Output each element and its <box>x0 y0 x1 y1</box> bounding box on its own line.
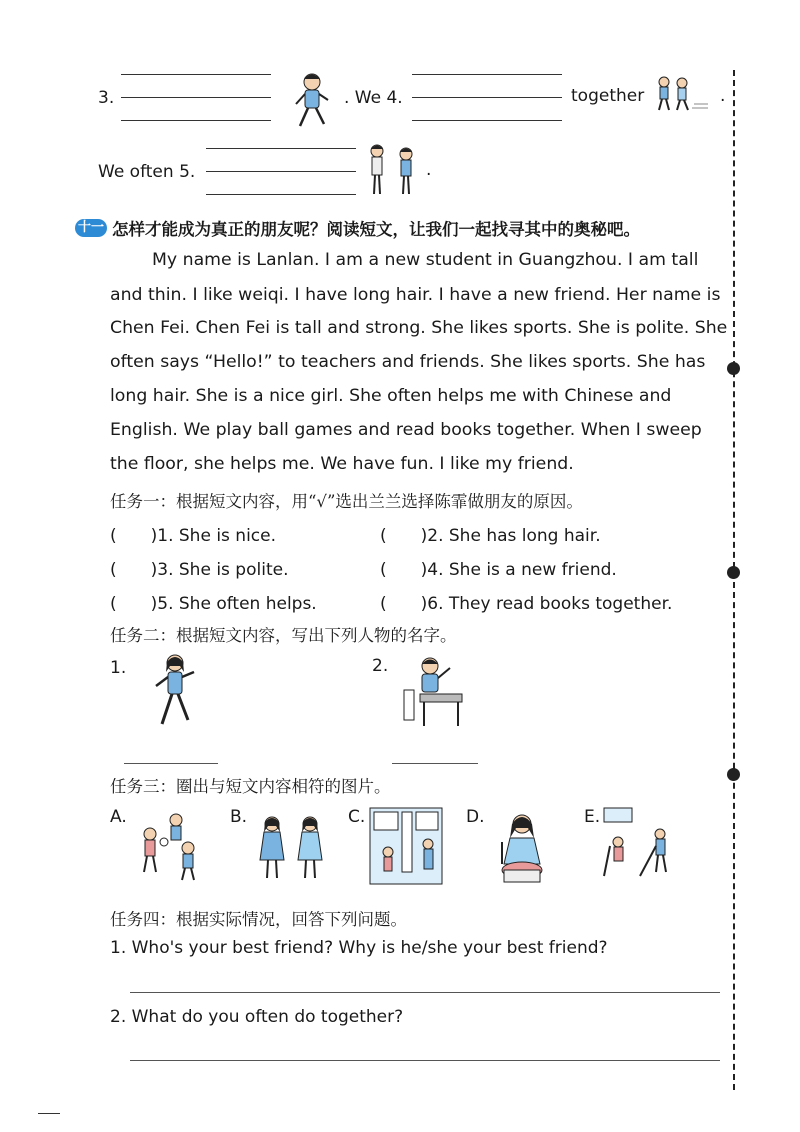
task3-option-e: E. <box>584 807 601 827</box>
girl-playing-weiqi-picture <box>400 652 470 732</box>
blank-3-line-a <box>121 74 271 75</box>
task4-question-2: 2. What do you often do together? <box>110 1007 404 1027</box>
two-girls-talking-picture[interactable] <box>252 810 332 884</box>
task3-option-a: A. <box>110 807 127 827</box>
blank-4-line-a <box>412 74 562 75</box>
task1-item-2: ( )2. She has long hair. <box>380 526 601 546</box>
together-word: together <box>571 86 645 106</box>
section-number-badge: 十一 <box>75 219 107 237</box>
kids-playing-picture <box>650 74 710 114</box>
blank-3-line-c <box>121 120 271 121</box>
blank-5-line-a <box>206 148 356 149</box>
school-door-picture[interactable] <box>368 806 444 886</box>
task4-answer-line-1[interactable] <box>130 992 720 993</box>
boy-playing-ball-picture <box>288 70 336 132</box>
task2-answer-line-1[interactable] <box>124 763 218 764</box>
side-marker-dot-1 <box>727 362 740 375</box>
running-girl-picture <box>150 652 200 730</box>
blank-3-line-b <box>121 97 271 98</box>
woman-cooking-picture[interactable] <box>494 808 550 888</box>
two-kids-talking-picture <box>362 142 422 198</box>
side-marker-dot-2 <box>727 566 740 579</box>
task1-item-1: ( )1. She is nice. <box>110 526 277 546</box>
period-after-together: . <box>720 86 726 106</box>
passage-line-5: long hair. She is a nice girl. She often helps me with Chinese and <box>110 386 672 406</box>
task2-label-1: 1. <box>110 658 127 678</box>
blank-4-line-b <box>412 97 562 98</box>
task2-label-2: 2. <box>372 656 389 676</box>
task1-item-5: ( )5. She often helps. <box>110 594 317 614</box>
task1-item-4: ( )4. She is a new friend. <box>380 560 617 580</box>
side-marker-dot-3 <box>727 768 740 781</box>
kids-sweeping-picture[interactable] <box>600 806 680 882</box>
passage-line-3: Chen Fei. Chen Fei is tall and strong. She likes sports. She is polite. She <box>110 318 728 338</box>
page-corner-mark <box>38 1113 60 1114</box>
binding-dashed-line <box>733 70 735 1090</box>
passage-line-2: and thin. I like weiqi. I have long hair. I have a new friend. Her name is <box>110 285 721 305</box>
task1-title: 任务一：根据短文内容，用“√”选出兰兰选择陈霏做朋友的原因。 <box>110 492 583 511</box>
kids-playing-ball-picture[interactable] <box>132 808 206 884</box>
task3-option-c: C. <box>348 807 366 827</box>
period-after-often: . <box>426 160 432 180</box>
task1-item-3: ( )3. She is polite. <box>110 560 289 580</box>
blank-5-line-c <box>206 194 356 195</box>
blank-5-label: We often 5. <box>98 162 196 182</box>
blank-4-line-c <box>412 120 562 121</box>
task4-title: 任务四：根据实际情况，回答下列问题。 <box>110 910 407 929</box>
task3-option-d: D. <box>466 807 485 827</box>
task4-answer-line-2[interactable] <box>130 1060 720 1061</box>
passage-line-4: often says “Hello!” to teachers and friends. She likes sports. She has <box>110 352 706 372</box>
task2-title: 任务二：根据短文内容，写出下列人物的名字。 <box>110 626 457 645</box>
blank-4-label: . We 4. <box>344 88 403 108</box>
section-title: 怎样才能成为真正的朋友呢？阅读短文，让我们一起找寻其中的奥秘吧。 <box>112 220 640 239</box>
passage-line-6: English. We play ball games and read books together. When I sweep <box>110 420 702 440</box>
task1-item-6: ( )6. They read books together. <box>380 594 673 614</box>
task3-option-b: B. <box>230 807 248 827</box>
passage-line-7: the floor, she helps me. We have fun. I like my friend. <box>110 454 574 474</box>
task2-answer-line-2[interactable] <box>392 763 478 764</box>
blank-5-line-b <box>206 171 356 172</box>
task4-question-1: 1. Who's your best friend? Why is he/she your best friend? <box>110 938 608 958</box>
blank-3-label: 3. <box>98 88 115 108</box>
task3-title: 任务三：圈出与短文内容相符的图片。 <box>110 777 391 796</box>
passage-line-1: My name is Lanlan. I am a new student in Guangzhou. I am tall <box>152 250 699 270</box>
